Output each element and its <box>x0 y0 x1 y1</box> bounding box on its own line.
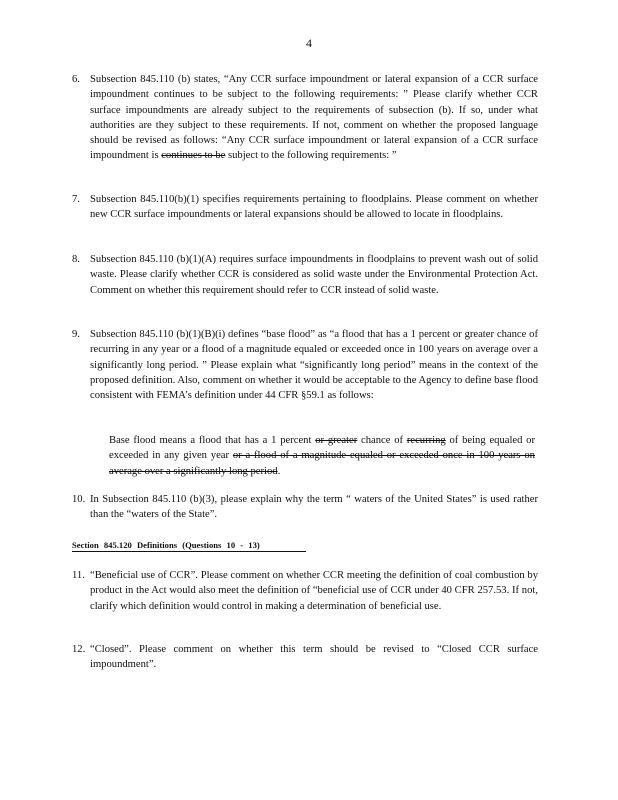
question-number: 9. <box>72 329 80 340</box>
question-text: Subsection 845.110 (b) states, “Any CCR surface impoundment or lateral expansion of a CCR surface impoundment continues to be subject to the following requirements: ” Please clarify whether CCR surface impoundments are already subject to the requirements of subsection (b). If so, under what authorities are they subject to these requirements. If not, comment on whether the proposed language should be revised as follows: “Any CCR surface impoundment or lateral expansion of a CCR surface impoundment is continues to be subject to the following requirements: ” <box>90 74 538 162</box>
question-number: 11. <box>72 570 85 581</box>
struck-text: or greater <box>315 435 358 446</box>
struck-text: continues to be <box>161 150 226 162</box>
fema-definition-quote: Base flood means a flood that has a 1 percent or greater chance of recurring of being equaled or exceeded in any given year or a flood of a magnitude equaled or exceeded once in 100 years on average over a significantly long period. <box>109 435 536 477</box>
question-text: “Closed”. Please comment on whether this term should be revised to “Closed CCR surface impoundment”. <box>90 644 538 671</box>
question-number: 10. <box>72 494 86 505</box>
question-text: In Subsection 845.110 (b)(3), please explain why the term “ waters of the United States” is used rather than the “waters of the State”. <box>90 494 538 521</box>
struck-text: or a flood of a magnitude equaled or exceeded once in 100 years on average over a significantly long period <box>109 450 535 477</box>
question-12 <box>72 642 538 673</box>
question-9 <box>72 327 538 403</box>
question-7 <box>72 192 538 223</box>
question-8 <box>72 252 538 298</box>
question-number: 8. <box>72 254 80 265</box>
question-text: Subsection 845.110(b)(1) specifies requirements pertaining to floodplains. Please comment on whether new CCR surface impoundments or lateral expansions should be allowed to locate in floodplains. <box>90 194 538 221</box>
question-11 <box>72 568 538 614</box>
question-10 <box>72 492 538 523</box>
question-6 <box>72 72 538 164</box>
question-number: 6. <box>72 74 80 85</box>
page-number: 4 <box>306 36 312 50</box>
question-text: Subsection 845.110 (b)(1)(A) requires surface impoundments in floodplains to prevent wash out of solid waste. Please clarify whether CCR is considered as solid waste under the Environmental Protection Act. Comment on whether this requirement should refer to CCR instead of solid waste. <box>90 254 538 296</box>
question-number: 12. <box>72 644 86 655</box>
section-heading: Section 845.120 Definitions (Questions 10 - 13) <box>72 540 306 552</box>
struck-text: recurring <box>406 435 446 446</box>
question-text: Subsection 845.110 (b)(1)(B)(i) defines “base flood” as “a flood that has a 1 percent or greater chance of recurring in any year or a flood of a magnitude equaled or exceeded once in 100 years on average over a significantly long period. ” Please explain what “significantly long period” means in the context of the proposed definition. Also, comment on whether it would be acceptable to the Agency to define base flood consistent with FEMA’s definition under 44 CFR §59.1 as follows: <box>90 329 538 402</box>
question-text: “Beneficial use of CCR”. Please comment on whether CCR meeting the definition of coal combustion by product in the Act would also meet the definition of “beneficial use of CCR under 40 CFR 257.53. If not, clarify which definition would control in making a determination of beneficial use. <box>90 570 538 612</box>
question-number: 7. <box>72 194 80 205</box>
